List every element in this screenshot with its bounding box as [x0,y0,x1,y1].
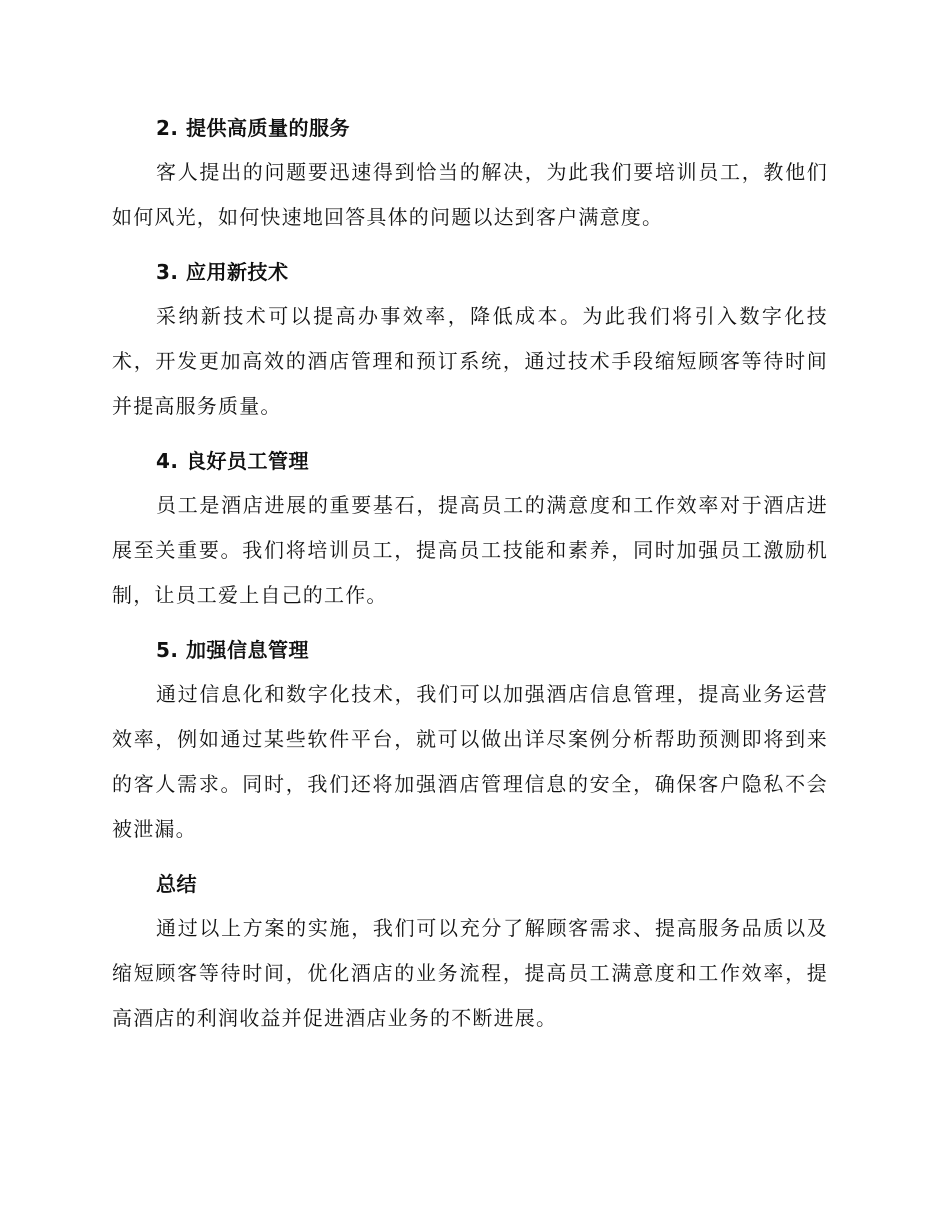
section-heading: 3. 应用新技术 [156,260,289,284]
section-staff-management [112,443,828,618]
section-paragraph: 员工是酒店进展的重要基石，提高员工的满意度和工作效率对于酒店进展至关重要。我们将培训员工，提高员工技能和素养，同时加强员工激励机制，让员工爱上自己的工作。 [112,493,828,607]
section-paragraph: 客人提出的问题要迅速得到恰当的解决，为此我们要培训员工，教他们如何风光，如何快速地回答具体的问题以达到客户满意度。 [112,160,828,229]
section-heading: 4. 良好员工管理 [156,449,309,473]
section-heading: 5. 加强信息管理 [156,638,309,662]
section-paragraph: 采纳新技术可以提高办事效率，降低成本。为此我们将引入数字化技术，开发更加高效的酒店管理和预订系统，通过技术手段缩短顾客等待时间并提高服务质量。 [112,304,828,418]
document-content [112,110,828,1055]
section-paragraph: 通过以上方案的实施，我们可以充分了解顾客需求、提高服务品质以及缩短顾客等待时间，优化酒店的业务流程，提高员工满意度和工作效率，提高酒店的利润收益并促进酒店业务的不断进展。 [112,916,828,1030]
section-information-management [112,632,828,852]
section-high-quality-service [112,110,828,240]
section-new-technology [112,254,828,429]
section-heading: 2. 提供高质量的服务 [156,116,350,140]
section-heading: 总结 [156,872,197,896]
section-summary [112,866,828,1041]
section-paragraph: 通过信息化和数字化技术，我们可以加强酒店信息管理，提高业务运营效率，例如通过某些软件平台，就可以做出详尽案例分析帮助预测即将到来的客人需求。同时，我们还将加强酒店管理信息的安全，确保客户隐私不会被泄漏。 [112,682,828,841]
